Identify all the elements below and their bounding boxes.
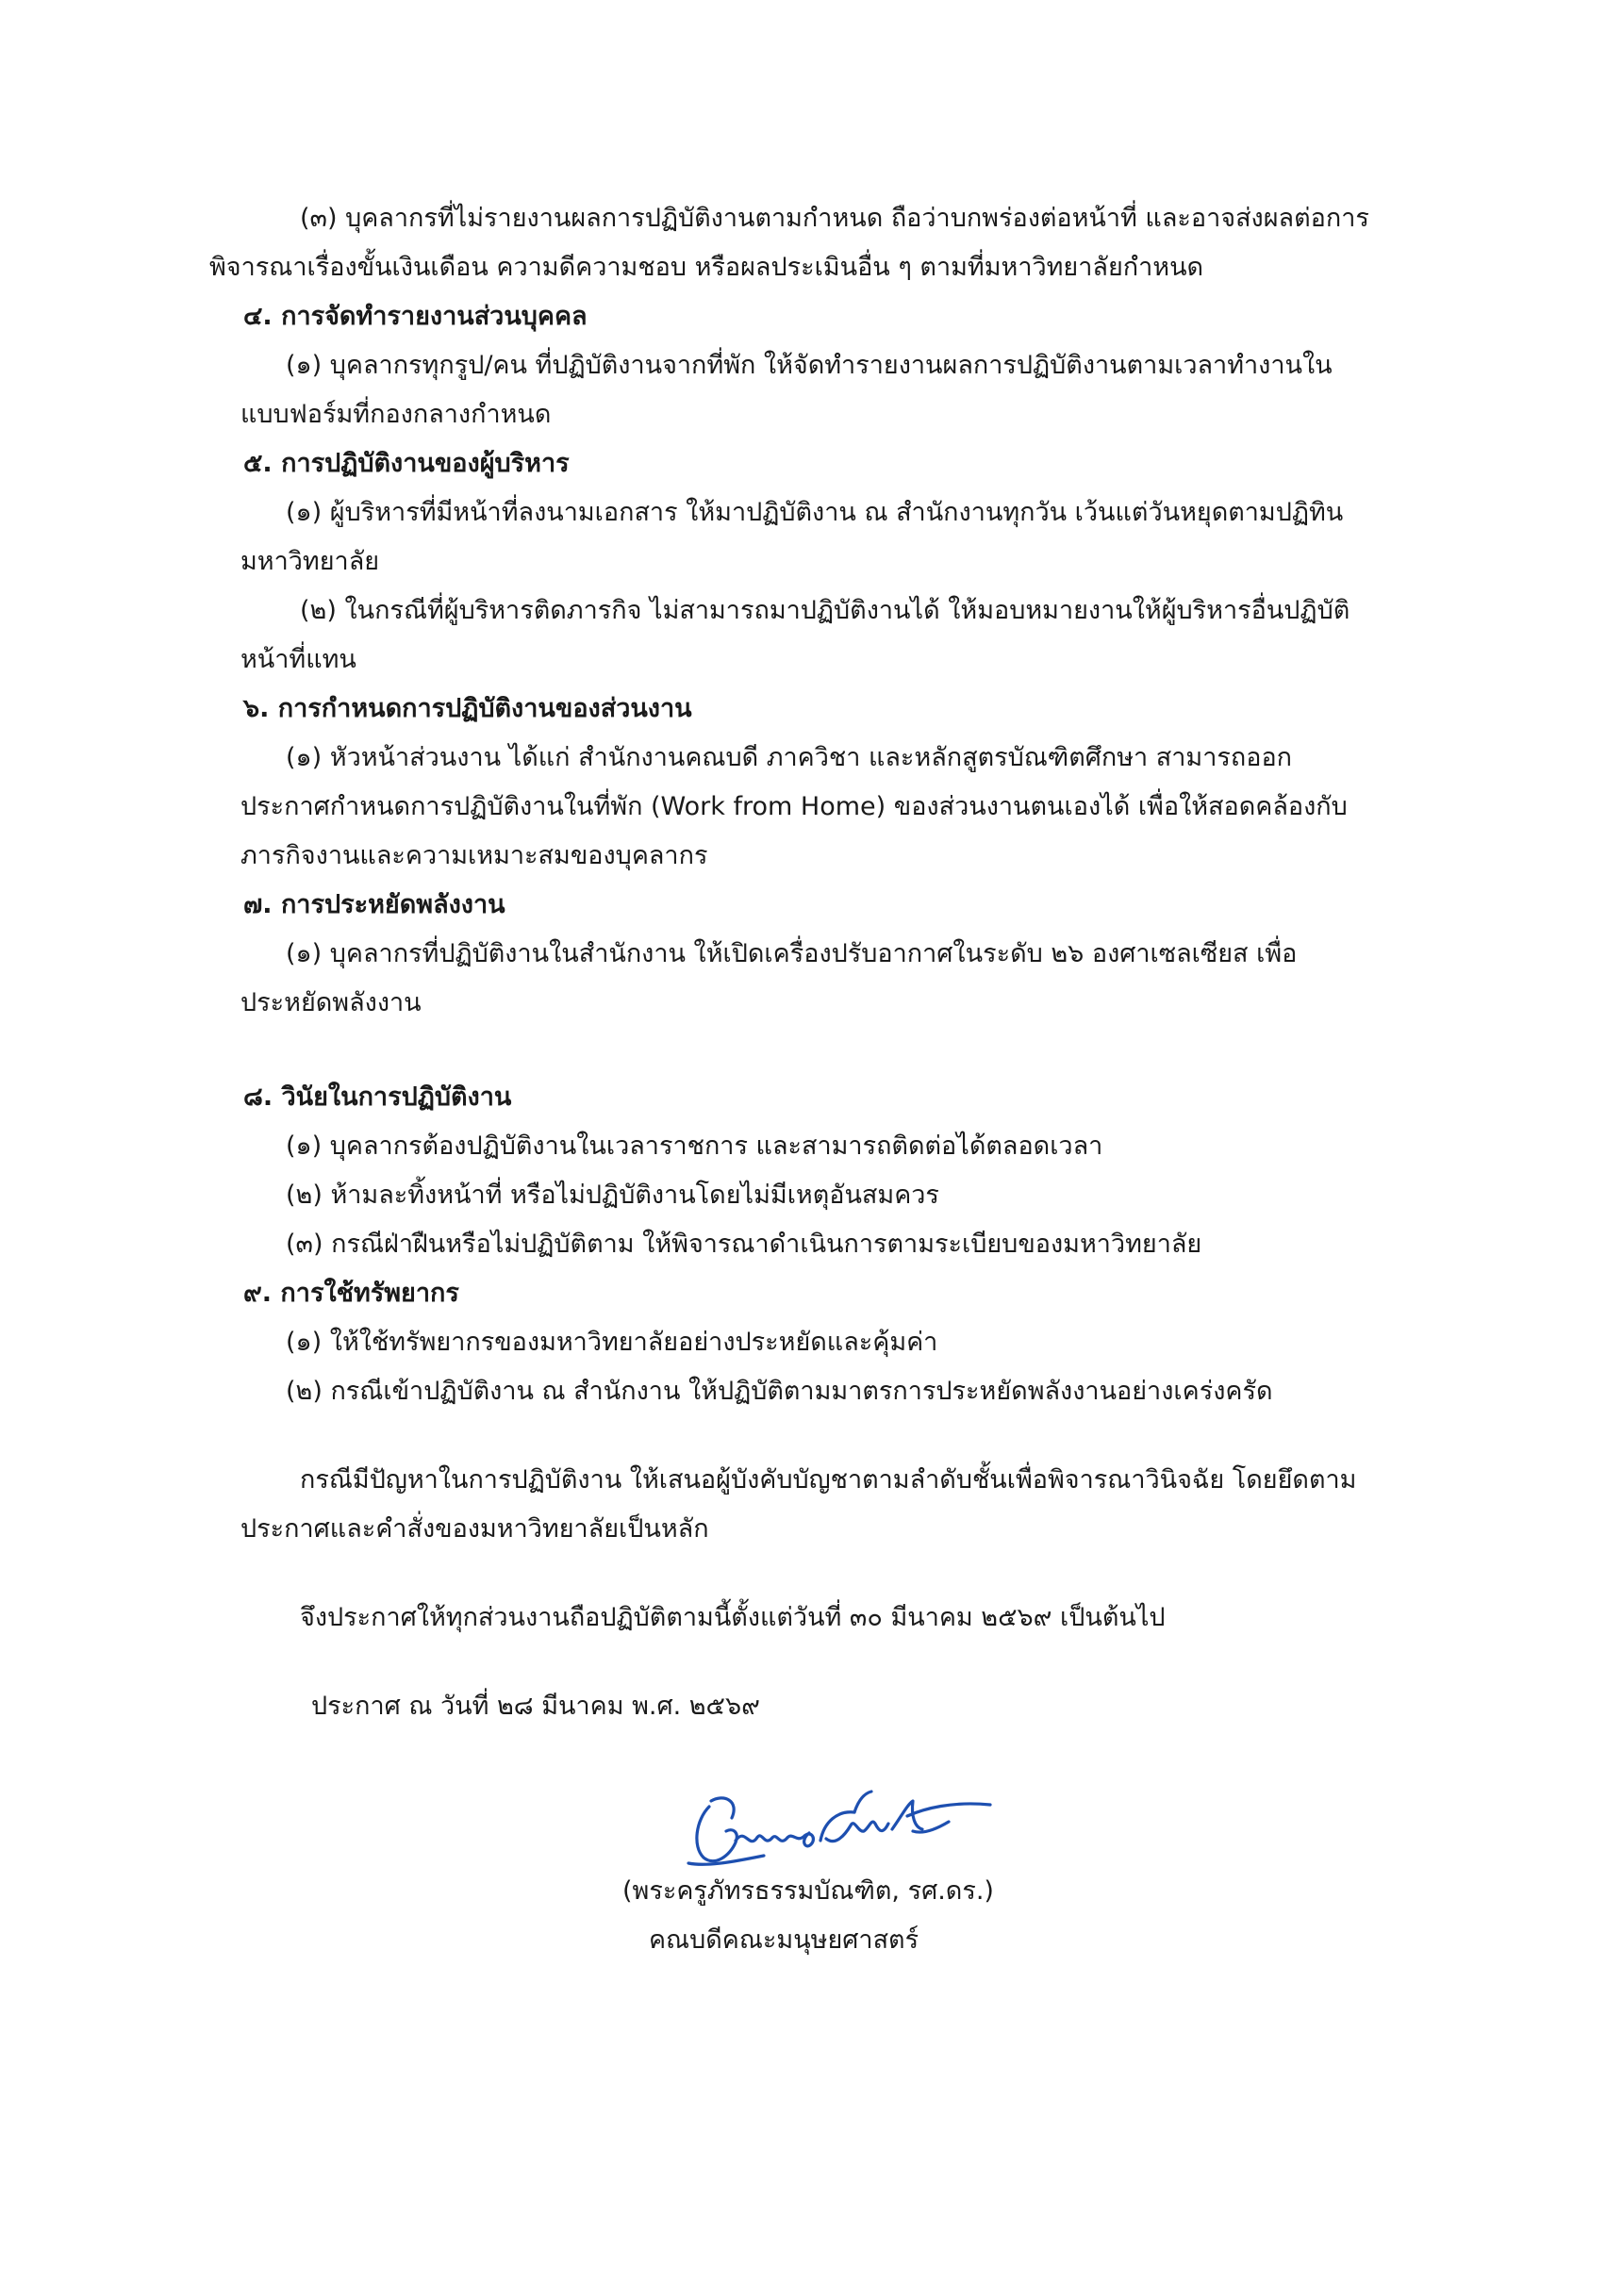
section-5-heading: ๕. การปฏิบัติงานของผู้บริหาร bbox=[243, 449, 570, 478]
section-6-heading: ๖. การกำหนดการปฏิบัติงานของส่วนงาน bbox=[243, 694, 692, 723]
section-5-item-2-line-1: (๒) ในกรณีที่ผู้บริหารติดภารกิจ ไม่สามารถมาปฏิบัติงานได้ ให้มอบหมายงานให้ผู้บริหารอื่นปฏิบัติ bbox=[300, 596, 1350, 625]
section-5-item-1-line-1: (๑) ผู้บริหารที่มีหน้าที่ลงนามเอกสาร ให้มาปฏิบัติงาน ณ สำนักงานทุกวัน เว้นแต่วันหยุดตามปฏิทิน bbox=[286, 498, 1344, 527]
section-5-item-2-line-2: หน้าที่แทน bbox=[240, 645, 356, 674]
item-3-line-1: (๓) บุคลากรที่ไม่รายงานผลการปฏิบัติงานตามกำหนด ถือว่าบกพร่องต่อหน้าที่ และอาจส่งผลต่อการ bbox=[300, 204, 1369, 233]
section-5-item-1-line-2: มหาวิทยาลัย bbox=[240, 547, 380, 576]
section-7-item-1-line-2: ประหยัดพลังงาน bbox=[240, 988, 422, 1017]
announcement-date: ประกาศ ณ วันที่ ๒๘ มีนาคม พ.ศ. ๒๕๖๙ bbox=[311, 1692, 760, 1721]
item-3-line-2: พิจารณาเรื่องขั้นเงินเดือน ความดีความชอบ หรือผลประเมินอื่น ๆ ตามที่มหาวิทยาลัยกำหนด bbox=[209, 253, 1204, 282]
section-9-item-2: (๒) กรณีเข้าปฏิบัติงาน ณ สำนักงาน ให้ปฏิบัติตามมาตรการประหยัดพลังงานอย่างเคร่งครัด bbox=[286, 1377, 1273, 1406]
section-6-item-1-line-1: (๑) หัวหน้าส่วนงาน ได้แก่ สำนักงานคณบดี ภาควิชา และหลักสูตรบัณฑิตศึกษา สามารถออก bbox=[286, 743, 1293, 772]
signature bbox=[670, 1773, 1009, 1876]
section-9-heading: ๙. การใช้ทรัพยากร bbox=[243, 1279, 459, 1308]
section-6-item-1-line-2: ประกาศกำหนดการปฏิบัติงานในที่พัก (Work from Home) ของส่วนงานตนเองได้ เพื่อให้สอดคล้องกับ bbox=[240, 792, 1348, 821]
effective-date-statement: จึงประกาศให้ทุกส่วนงานถือปฏิบัติตามนี้ตั้งแต่วันที่ ๓๐ มีนาคม ๒๕๖๙ เป็นต้นไป bbox=[300, 1603, 1166, 1632]
section-7-heading: ๗. การประหยัดพลังงาน bbox=[243, 890, 505, 919]
section-4-item-1-line-1: (๑) บุคลากรทุกรูป/คน ที่ปฏิบัติงานจากที่พัก ให้จัดทำรายงานผลการปฏิบัติงานตามเวลาทำงานใน bbox=[286, 351, 1333, 380]
section-8-item-1: (๑) บุคลากรต้องปฏิบัติงานในเวลาราชการ และสามารถติดต่อได้ตลอดเวลา bbox=[286, 1131, 1103, 1161]
section-9-item-1: (๑) ให้ใช้ทรัพยากรของมหาวิทยาลัยอย่างประหยัดและคุ้มค่า bbox=[286, 1328, 938, 1357]
section-4-heading: ๔. การจัดทำรายงานส่วนบุคคล bbox=[243, 302, 588, 331]
section-8-heading: ๘. วินัยในการปฏิบัติงาน bbox=[243, 1082, 512, 1112]
section-7-item-1-line-1: (๑) บุคลากรที่ปฏิบัติงานในสำนักงาน ให้เปิดเครื่องปรับอากาศในระดับ ๒๖ องศาเซลเซียส เพื่อ bbox=[286, 939, 1298, 968]
closing-paragraph-line-1: กรณีมีปัญหาในการปฏิบัติงาน ให้เสนอผู้บังคับบัญชาตามลำดับชั้นเพื่อพิจารณาวินิจฉัย โดยยึดตาม bbox=[300, 1465, 1357, 1495]
section-8-item-3: (๓) กรณีฝ่าฝืนหรือไม่ปฏิบัติตาม ให้พิจารณาดำเนินการตามระเบียบของมหาวิทยาลัย bbox=[286, 1230, 1202, 1259]
signer-name: (พระครูภัทรธรรมบัณฑิต, รศ.ดร.) bbox=[622, 1876, 994, 1906]
signer-title: คณบดีคณะมนุษยศาสตร์ bbox=[649, 1925, 919, 1955]
section-4-item-1-line-2: แบบฟอร์มที่กองกลางกำหนด bbox=[240, 400, 552, 429]
closing-paragraph-line-2: ประกาศและคำสั่งของมหาวิทยาลัยเป็นหลัก bbox=[240, 1514, 709, 1544]
section-6-item-1-line-3: ภารกิจงานและความเหมาะสมของบุคลากร bbox=[240, 841, 708, 870]
section-8-item-2: (๒) ห้ามละทิ้งหน้าที่ หรือไม่ปฏิบัติงานโดยไม่มีเหตุอันสมควร bbox=[286, 1181, 939, 1210]
